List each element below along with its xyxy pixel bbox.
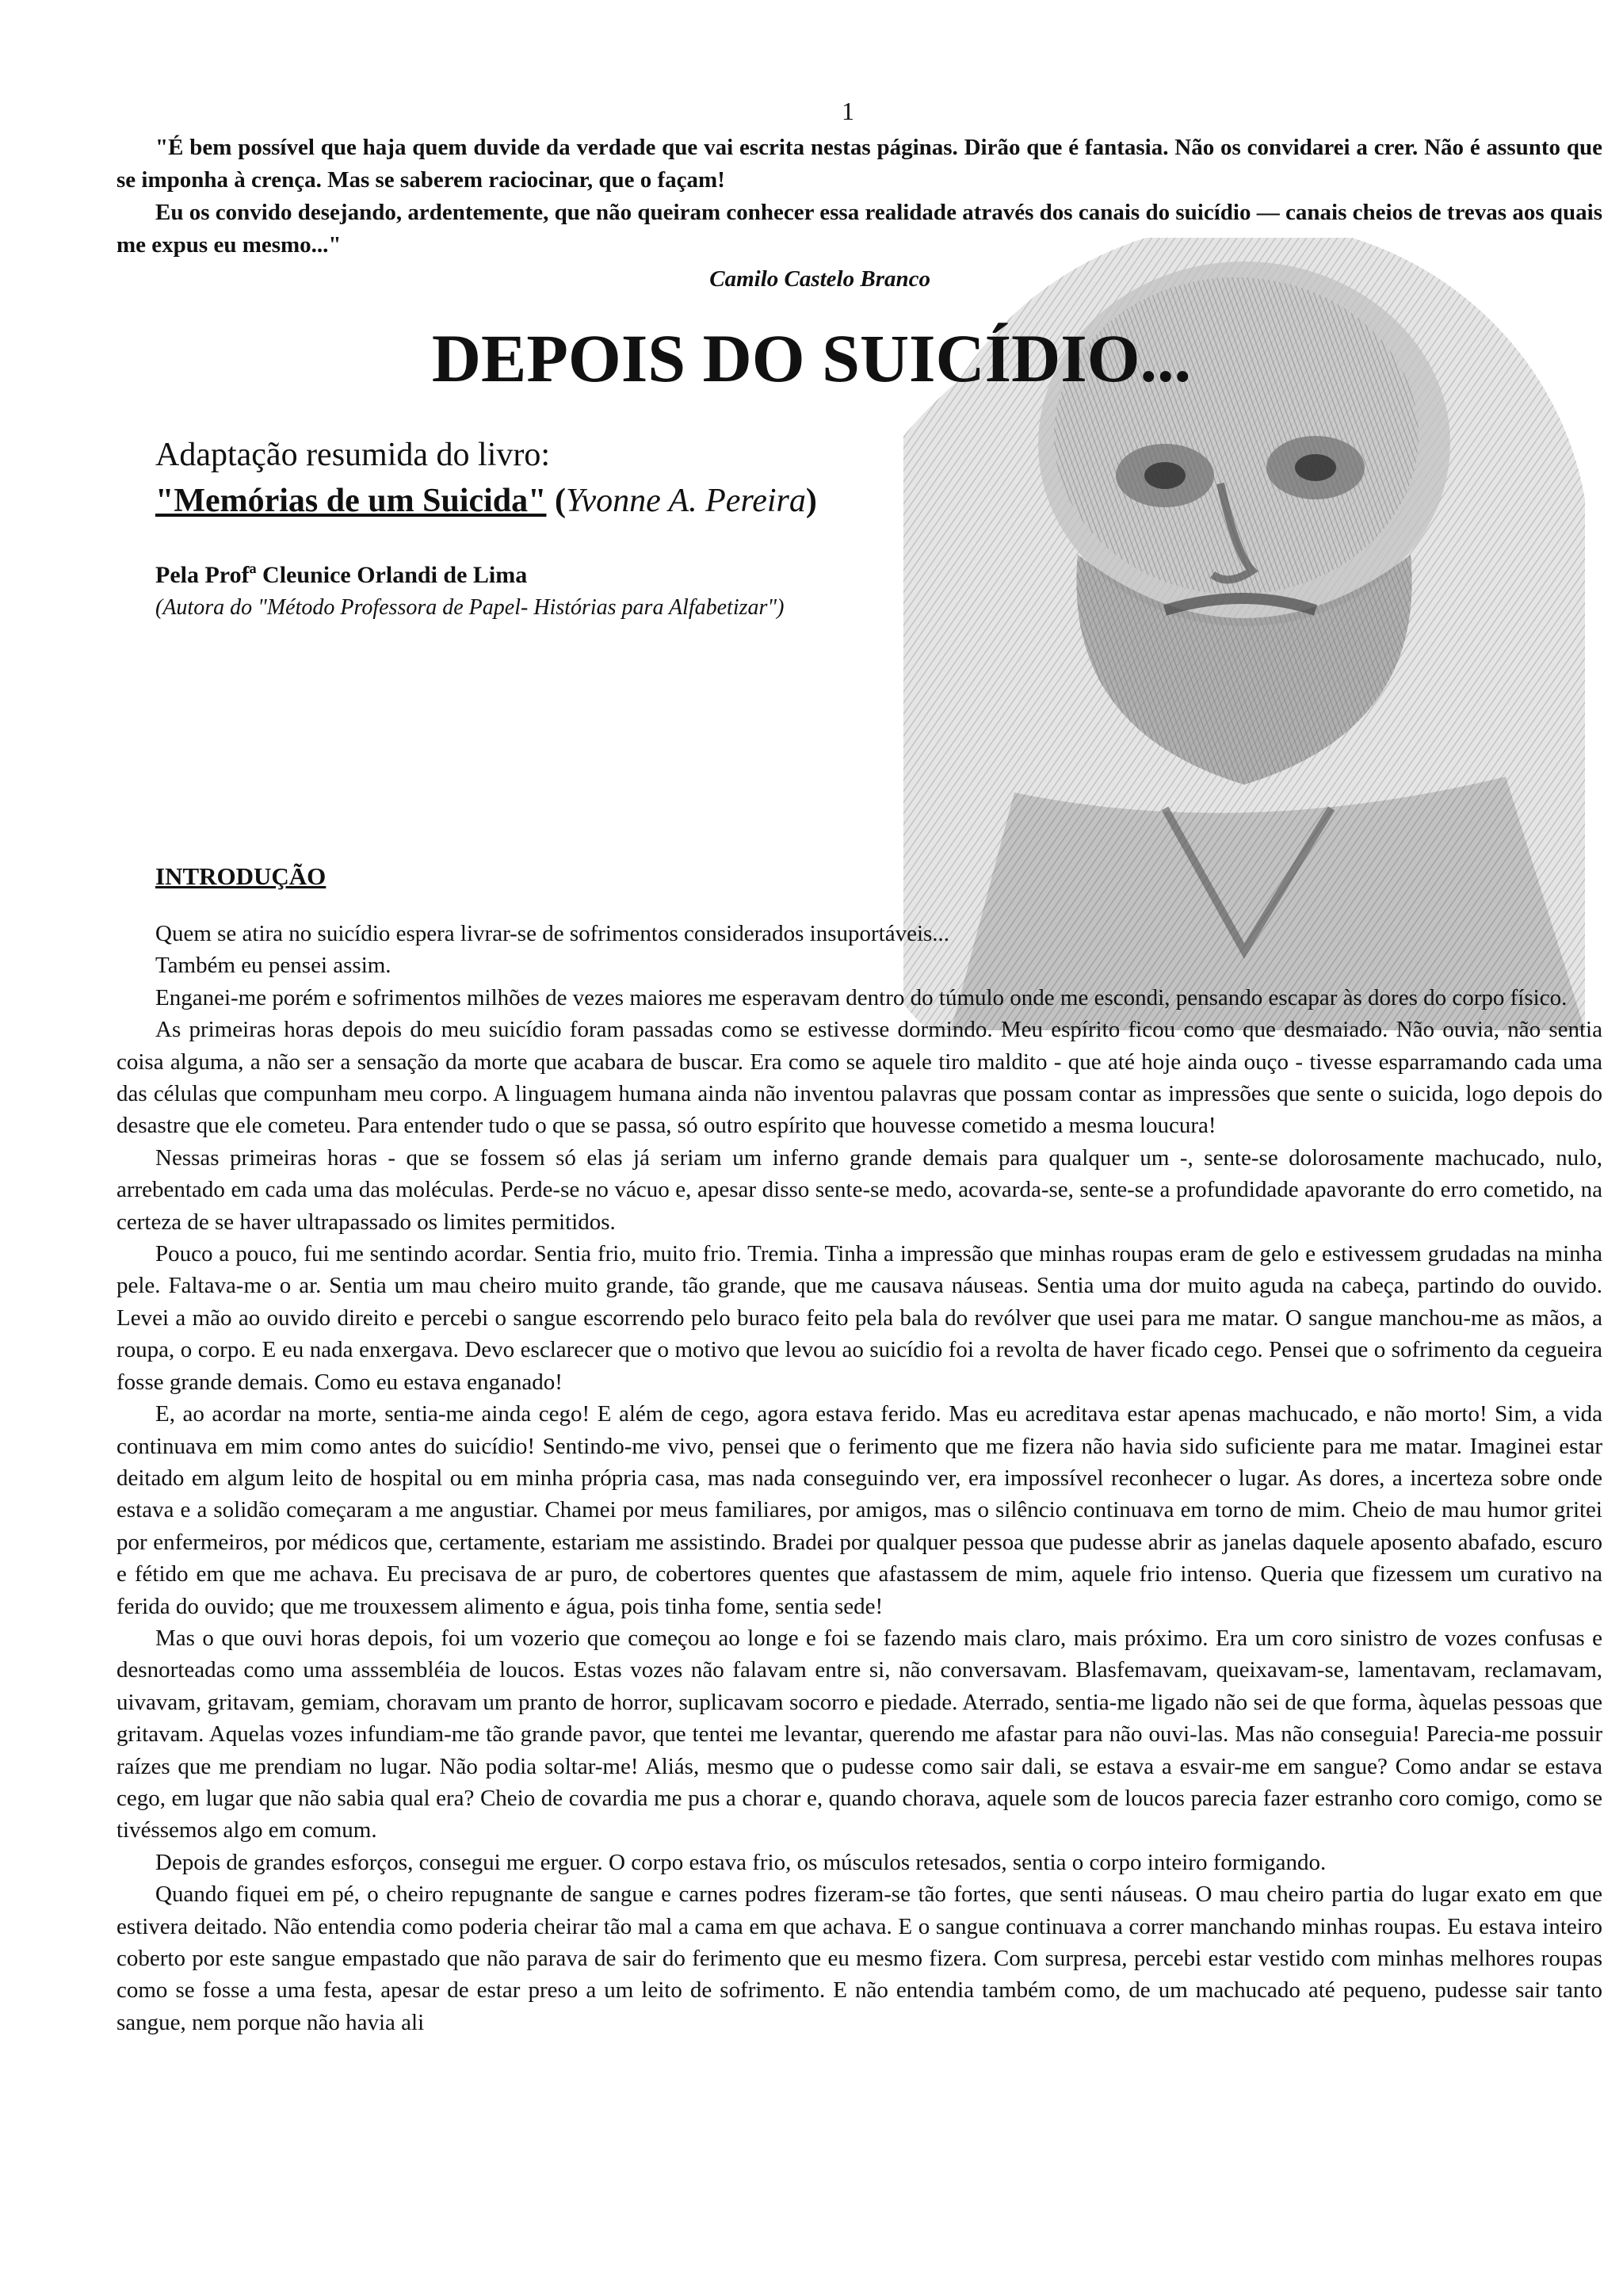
- byline: Pela Profª Cleunice Orlandi de Lima: [155, 562, 528, 588]
- body-paragraph: Quem se atira no suicídio espera livrar-se de sofrimentos considerados insuportáveis...: [155, 921, 950, 946]
- body-paragraph: Também eu pensei assim.: [155, 953, 391, 979]
- body-paragraph: Enganei-me porém e sofrimentos milhões de vezes maiores me esperavam dentro do túmulo onde me escondi, pensando escapar às dores do corpo físico.: [155, 984, 1568, 1010]
- body-paragraph: Mas o que ouvi horas depois, foi um vozerio que começou ao longe e foi se fazendo mais claro, mais próximo. Era um coro sinistro de vozes confusas e desnorteadas como uma asssembléia de loucos. Estas vozes não falavam entre si, não conversavam. Blasfemavam, queixavam-se, lamentavam, reclamavam, uivavam, gritavam, gemiam, choravam um pranto de horror, suplicavam socorro e piedade. Aterrado, sentia-me ligado não sei de que forma, àquelas pessoas que gritavam. Aquelas vozes infundiam-me tão grande pavor, que tentei me levantar, querendo me afastar para não ouvi-las. Mas não conseguia! Parecia-me possuir raízes que me prendiam no lugar. Não podia soltar-me! Aliás, mesmo que o pudesse como sair dali, se estava a esvair-me em sangue? Como andar se estava cego, em lugar que não sabia qual era? Cheio de covardia me pus a chorar e, quando chorava, aquele som de loucos parecia fazer estranho coro comigo, como se tivéssemos algo em comum.: [116, 1625, 1602, 1843]
- paren-open: (: [546, 483, 566, 519]
- paren-close: ): [805, 483, 817, 519]
- epigraph-paragraph: Eu os convido desejando, ardentemente, que não queiram conhecer essa realidade através dos canais do suicídio — canais cheios de trevas aos quais me expus eu mesmo...": [116, 200, 1602, 258]
- epigraph-author: Camilo Castelo Branco: [709, 266, 930, 292]
- subtitle: [155, 432, 817, 524]
- body-paragraph: Nessas primeiras horas - que se fossem só elas já seriam um inferno grande demais para qualquer um -, sente-se dolorosamente machucado, nulo, arrebentado em cada uma das moléculas. Perde-se no vácuo e, apesar disso sente-se medo, acovarda-se, sente-se a profundidade apavorante do erro cometido, na certeza de se haver ultrapassado os limites permitidos.: [116, 1144, 1602, 1235]
- section-heading: INTRODUÇÃO: [155, 862, 327, 890]
- body-paragraph: E, ao acordar na morte, sentia-me ainda cego! E além de cego, agora estava ferido. Mas eu acreditava estar apenas machucado, e não morto! Sim, a vida continuava em mim como antes do suicídio! Sentindo-me vivo, pensei que o ferimento que me fizera não havia sido suficiente para me matar. Imaginei estar deitado em algum leito de hospital ou em minha própria casa, mas nada conseguindo ver, era impossível reconhecer o lugar. As dores, a incerteza sobre onde estava e a solidão começaram a me angustiar. Chamei por meus familiares, por amigos, mas o silêncio continuava em torno de mim. Cheio de mau humor gritei por enfermeiros, por médicos que, certamente, estariam me assistindo. Bradei por qualquer pessoa que pudesse abrir as janelas daquele aposento abafado, escuro e fétido em que me achava. Eu precisava de ar puro, de cobertores quentes que afastassem de mim, aquele frio intenso. Queria que fizessem um curativo na ferida do ouvido; que me trouxessem alimento e água, pois tinha fome, sentia sede!: [116, 1401, 1602, 1619]
- body-text: [116, 918, 1602, 2038]
- book-title: "Memórias de um Suicida": [155, 483, 547, 519]
- subtitle-line: Adaptação resumida do livro:: [155, 437, 551, 473]
- book-author: Yvonne A. Pereira: [565, 483, 806, 519]
- document-title: DEPOIS DO SUICÍDIO...: [431, 320, 1192, 396]
- page-number: 1: [842, 97, 854, 125]
- body-paragraph: Quando fiquei em pé, o cheiro repugnante de sangue e carnes podres fizeram-se tão fortes, que senti náuseas. O mau cheiro partia do lugar exato em que estivera deitado. Não entendia como poderia cheirar tão mal a cama em que achava. E o sangue continuava a correr manchando minhas roupas. Eu estava inteiro coberto por este sangue empastado que não parava de sair do ferimento que eu mesmo fizera. Com surpresa, percebi estar vestido com minhas melhores roupas como se fosse a uma festa, apesar de estar preso a um leito de sofrimento. E não entendia também como, de um machucado até pequeno, pudesse sair tanto sangue, nem porque não havia ali: [116, 1881, 1602, 2035]
- body-paragraph: As primeiras horas depois do meu suicídio foram passadas como se estivesse dormindo. Meu espírito ficou como que desmaiado. Não ouvia, não sentia coisa alguma, a não ser a sensação da morte que acabara de buscar. Era como se aquele tiro maldito - que até hoje ainda ouço - tivesse esparramando cada uma das células que compunham meu corpo. A linguagem humana ainda não inventou palavras que possam contar as impressões que sente o suicida, logo depois do desastre que ele cometeu. Para entender tudo o que se passa, só outro espírito que houvesse cometido a mesma loucura!: [116, 1017, 1602, 1139]
- body-paragraph: Pouco a pouco, fui me sentindo acordar. Sentia frio, muito frio. Tremia. Tinha a impressão que minhas roupas eram de gelo e estivessem grudadas na minha pele. Faltava-me o ar. Sentia um mau cheiro muito grande, tão grande, que me causava náuseas. Sentia uma dor muito aguda na cabeça, partindo do ouvido. Levei a mão ao ouvido direito e percebi o sangue escorrendo pelo buraco feito pela bala do revólver que usei para me matar. O sangue manchou-me as mãos, a roupa, o corpo. E eu nada enxergava. Devo esclarecer que o motivo que levou ao suicídio foi a revolta de haver ficado cego. Pensei que o sofrimento da cegueira fosse grande demais. Como eu estava enganado!: [116, 1241, 1602, 1395]
- epigraph: [116, 132, 1602, 296]
- book-reference: [155, 478, 817, 524]
- epigraph-paragraph: "É bem possível que haja quem duvide da verdade que vai escrita nestas páginas. Dirão que é fantasia. Não os convidarei a crer. Não é assunto que se imponha à crença. Mas se saberem raciocinar, que o façam!: [116, 135, 1602, 193]
- body-paragraph: Depois de grandes esforços, consegui me erguer. O corpo estava frio, os músculos retesados, sentia o corpo inteiro formigando.: [155, 1849, 1327, 1875]
- byline-note: (Autora do "Método Professora de Papel- Histórias para Alfabetizar"): [155, 595, 785, 620]
